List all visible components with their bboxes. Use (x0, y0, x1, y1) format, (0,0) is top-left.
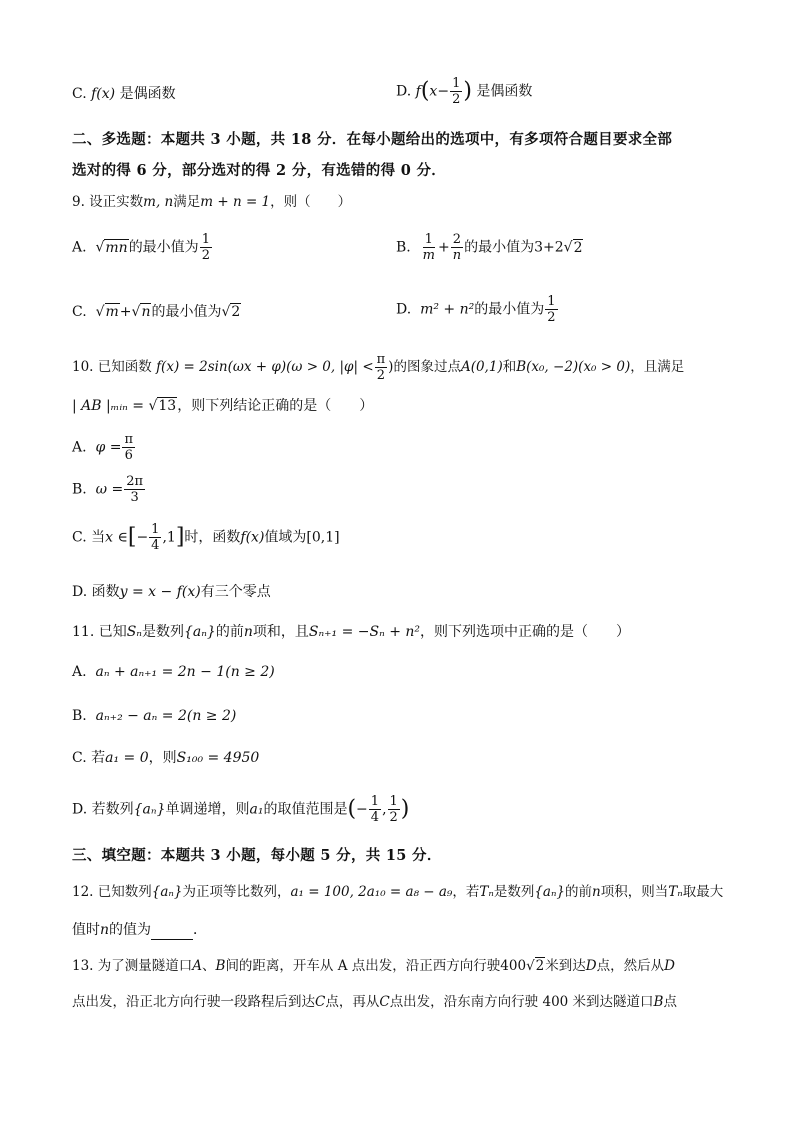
q10-stem-cont: | AB |ₘᵢₙ = √13，则下列结论正确的是（ ） (72, 398, 374, 414)
q12-stem: 12. 已知数列{aₙ}为正项等比数列，a₁ = 100, 2a₁₀ = a₈ − a₉，若Tₙ是数列{aₙ}的前n项积，则当Tₙ取最大 (72, 884, 724, 900)
fraction: $\frac{1}{4}$ (151, 522, 160, 553)
q11-option-a: A. aₙ + aₙ₊₁ = 2n − 1(n ≥ 2) (72, 664, 275, 680)
option-label: C. (72, 86, 87, 102)
q10-stem: 10. 已知函数 f(x) = 2sin(ωx + φ)(ω > 0, |φ| < $\frac{\pi}{2}$ )的图象过点A(0,1)和B(x₀, −2)(x₀ > 0)，且满足 (72, 352, 685, 383)
fraction: $\frac{1}{m}$ (422, 232, 435, 263)
q10-option-d: D. 函数y = x − f(x)有三个零点 (72, 584, 271, 600)
math: f(x) (91, 86, 116, 102)
option-text: 是偶函数 (119, 86, 176, 102)
section2-heading: 二、多选题：本题共 3 小题，共 18 分．在每小题给出的选项中，有多项符合题目要求全部 (72, 131, 673, 148)
q13-stem-cont: 点出发，沿正北方向行驶一段路程后到达C点，再从C点出发，沿东南方向行驶 400 米到达隧道口B点 (72, 994, 677, 1010)
q11-option-d: D. 若数列{aₙ}单调递增，则a₁的取值范围是(− $\frac{1}{4}$ , $\frac{1}{2}$ ) (72, 794, 410, 825)
fraction: $\frac{\pi}{6}$ (124, 432, 133, 463)
q8-option-d: D. f(x− $\frac{1}{2}$ ) 是偶函数 (396, 76, 533, 107)
q11-option-c: C. 若a₁ = 0，则S₁₀₀ = 4950 (72, 750, 260, 766)
q9-option-d: D. m² + n²的最小值为 $\frac{1}{2}$ (396, 294, 556, 325)
fraction: $\frac{1}{2}$ (201, 232, 210, 263)
fraction: $\frac{1}{2}$ (389, 794, 398, 825)
section2-heading-cont: 选对的得 6 分，部分选对的得 2 分，有选错的得 0 分． (72, 162, 447, 179)
q9-option-b: B. $\frac{1}{m}$ + $\frac{2}{n}$ 的最小值为3+2√2 (396, 232, 583, 263)
q9-option-c: C. √m+√n的最小值为√2 (72, 304, 241, 320)
q8-option-c (72, 84, 176, 104)
q9-option-a: A. √mn的最小值为 $\frac{1}{2}$ (72, 232, 210, 263)
q11-stem: 11. 已知Sₙ是数列{aₙ}的前n项和，且Sₙ₊₁ = −Sₙ + n²，则下列选项中正确的是（ ） (72, 624, 631, 640)
answer-blank[interactable] (151, 925, 193, 940)
option-label: D. (396, 83, 412, 100)
fraction: $\frac{1}{2}$ (452, 76, 461, 107)
fraction: $\frac{1}{2}$ (547, 294, 556, 325)
math: f (415, 83, 421, 100)
option-text: 是偶函数 (476, 83, 533, 100)
math: x− (429, 83, 450, 100)
q9-stem: 9. 设正实数m, n满足m + n = 1，则（ ） (72, 194, 352, 210)
q12-stem-cont: 值时n的值为 ． (72, 922, 208, 938)
q10-option-b: B. ω = $\frac{2\pi}{3}$ (72, 474, 144, 505)
q11-option-b: B. aₙ₊₂ − aₙ = 2(n ≥ 2) (72, 708, 237, 724)
q13-stem: 13. 为了测量隧道口A、B间的距离，开车从 A 点出发，沿正西方向行驶400√2米到达D点，然后从D (72, 958, 675, 974)
fraction: $\frac{\pi}{2}$ (376, 352, 386, 383)
q10-option-c: C. 当x ∈[− $\frac{1}{4}$ ,1]时，函数f(x)值域为[0,1] (72, 522, 340, 553)
section3-heading: 三、填空题：本题共 3 小题，每小题 5 分，共 15 分． (72, 847, 442, 864)
fraction: $\frac{2\pi}{3}$ (126, 474, 144, 505)
q10-option-a: A. φ = $\frac{\pi}{6}$ (72, 432, 133, 463)
fraction: $\frac{1}{4}$ (370, 794, 380, 825)
fraction: $\frac{2}{n}$ (452, 232, 462, 263)
